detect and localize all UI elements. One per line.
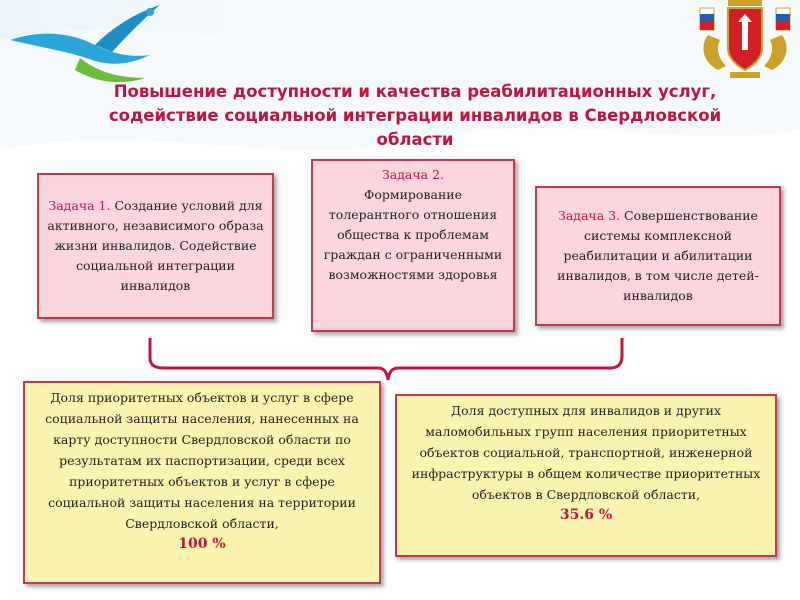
indicator-2-value: 35.6 % xyxy=(559,507,613,523)
indicator-2-text: Доля доступных для инвалидов и других маломобильных групп населения приоритетных объектов социальной, транспортной, инженерной инфраструктуры в общем количестве приоритетных объектов в Свердловской области, xyxy=(411,403,761,502)
task-2-label: Задача 2. xyxy=(381,167,444,182)
task-3-content xyxy=(543,206,773,306)
indicator-1-text: Доля приоритетных объектов и услуг в сфере социальной защиты населения, нанесенных на карту доступности Свердловской области по результатам их паспортизации, среди всех приоритетных объектов и услуг в сфере социальной защиты населения на территории Свердловской области, xyxy=(45,390,359,531)
page-title: Повышение доступности и качества реабилитационных услуг, содействие социальной интеграции инвалидов в Свердловской области xyxy=(108,82,722,149)
task-card-2 xyxy=(311,159,515,332)
bird-logo-icon xyxy=(0,0,170,90)
task-card-3 xyxy=(535,186,781,326)
task-3-text: Совершенствование системы комплексной реабилитации и абилитации инвалидов, в том числе детей-инвалидов xyxy=(557,208,759,303)
task-1-label: Задача 1. xyxy=(48,198,111,213)
task-1-content xyxy=(45,196,266,296)
coat-of-arms-icon xyxy=(690,0,800,80)
indicator-card-1 xyxy=(23,381,381,584)
task-2-content xyxy=(319,165,507,285)
task-2-text: Формирование толерантного отношения общества к проблемам граждан с ограниченными возможностями здоровья xyxy=(323,187,503,282)
indicator-card-2 xyxy=(395,394,777,557)
task-1-text: Создание условий для активного, независимого образа жизни инвалидов. Содействие социальной интеграции инвалидов xyxy=(47,198,264,293)
task-3-label: Задача 3. xyxy=(558,208,621,223)
indicator-1-value: 100 % xyxy=(178,536,226,552)
task-card-1 xyxy=(37,173,274,319)
